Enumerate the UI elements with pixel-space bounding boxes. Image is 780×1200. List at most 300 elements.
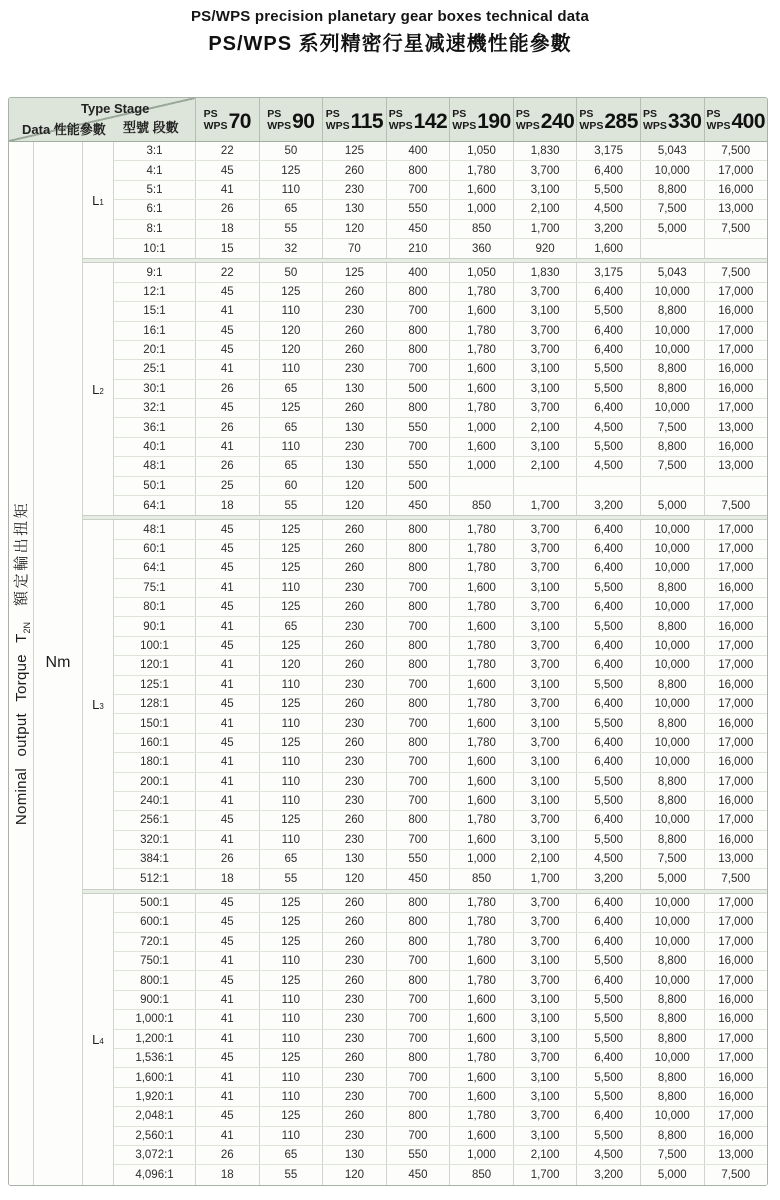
value-cell: 800 — [387, 161, 451, 179]
value-cell: 1,780 — [450, 559, 514, 577]
model-header-ps142 — [387, 98, 451, 141]
group-label-index: 3 — [99, 702, 104, 712]
value-cell: 18 — [196, 869, 260, 888]
value-cell: 45 — [196, 520, 260, 538]
value-cell: 4,500 — [577, 457, 641, 475]
value-cell: 700 — [387, 181, 451, 199]
ratio-cell: 1,000:1 — [114, 1010, 196, 1028]
value-cell: 6,400 — [577, 520, 641, 538]
model-family-ps: PS — [388, 107, 403, 120]
value-cell: 10,000 — [641, 598, 705, 616]
value-cell: 4,500 — [577, 200, 641, 218]
value-cell: 55 — [260, 496, 324, 515]
value-cell: 1,600 — [450, 380, 514, 398]
value-cell: 65 — [260, 380, 324, 398]
value-cell: 125 — [260, 894, 324, 912]
value-cell: 3,200 — [577, 220, 641, 238]
group-label-letter: L — [92, 1031, 100, 1047]
table-row — [114, 598, 767, 617]
model-size-label: 142 — [413, 110, 448, 133]
value-cell: 45 — [196, 913, 260, 931]
model-family-wps: WPS — [642, 119, 667, 132]
value-cell: 130 — [323, 457, 387, 475]
value-cell: 8,800 — [641, 181, 705, 199]
table-row — [114, 656, 767, 675]
value-cell: 7,500 — [641, 1146, 705, 1164]
value-cell: 130 — [323, 380, 387, 398]
value-cell: 125 — [260, 811, 324, 829]
model-header-ps400 — [705, 98, 768, 141]
ratio-cell: 20:1 — [114, 341, 196, 359]
value-cell: 45 — [196, 971, 260, 989]
ratio-cell: 160:1 — [114, 734, 196, 752]
value-cell: 700 — [387, 773, 451, 791]
value-cell: 800 — [387, 520, 451, 538]
table-row — [114, 894, 767, 913]
value-cell: 5,500 — [577, 952, 641, 970]
axis-label-subscript: 2N — [22, 622, 32, 634]
ratio-cell: 50:1 — [114, 477, 196, 495]
value-cell: 3,700 — [514, 913, 578, 931]
value-cell: 1,780 — [450, 913, 514, 931]
ratio-cell: 900:1 — [114, 991, 196, 1009]
value-cell: 7,500 — [721, 266, 751, 279]
page-title-en: PS/WPS precision planetary gear boxes technical data — [190, 8, 590, 25]
value-cell: 4,500 — [577, 418, 641, 436]
value-cell: 41 — [196, 1088, 260, 1106]
page-header — [0, 0, 780, 56]
ratio-cell: 1,920:1 — [114, 1088, 196, 1106]
value-cell: 700 — [387, 1010, 451, 1028]
value-cell: 260 — [323, 637, 387, 655]
model-size-label: 400 — [731, 110, 766, 133]
value-cell: 10,000 — [641, 283, 705, 301]
value-cell: 5,000 — [641, 1165, 705, 1184]
value-cell: 3,100 — [514, 831, 578, 849]
value-cell: 7,500 — [721, 222, 751, 235]
value-cell: 3,100 — [514, 380, 578, 398]
table-row — [114, 1107, 767, 1126]
value-cell: 6,400 — [577, 399, 641, 417]
value-cell: 45 — [196, 322, 260, 340]
value-cell: 260 — [323, 520, 387, 538]
value-cell: 3,100 — [514, 714, 578, 732]
value-cell: 1,780 — [450, 540, 514, 558]
value-cell: 45 — [196, 598, 260, 616]
value-cell: 7,500 — [721, 499, 751, 512]
model-family-label — [452, 109, 476, 132]
value-cell: 230 — [323, 753, 387, 771]
value-cell: 17,000 — [718, 285, 754, 298]
value-cell: 41 — [196, 753, 260, 771]
page-title-zh: PS/WPS 系列精密行星减速機性能參數 — [208, 33, 572, 55]
table-row — [114, 360, 767, 379]
table-row — [114, 1010, 767, 1029]
value-cell: 110 — [260, 1088, 324, 1106]
value-cell: 1,600 — [450, 952, 514, 970]
value-cell: 110 — [260, 1127, 324, 1145]
value-cell: 1,600 — [450, 181, 514, 199]
value-cell: 260 — [323, 734, 387, 752]
table-row — [114, 695, 767, 714]
model-family-wps: WPS — [706, 119, 731, 132]
ratio-cell: 9:1 — [114, 263, 196, 281]
value-cell: 50 — [260, 263, 324, 281]
ratio-cell: 75:1 — [114, 579, 196, 597]
value-cell: 5,500 — [577, 1010, 641, 1028]
value-cell: 230 — [323, 579, 387, 597]
value-cell: 45 — [196, 540, 260, 558]
value-cell: 450 — [387, 1165, 451, 1184]
value-cell: 1,050 — [450, 142, 514, 160]
value-cell: 17,000 — [718, 601, 754, 614]
value-cell: 65 — [260, 418, 324, 436]
value-cell — [705, 477, 768, 495]
model-family-wps: WPS — [515, 119, 540, 132]
table-row — [114, 1030, 767, 1049]
value-cell: 700 — [387, 952, 451, 970]
table-row — [114, 418, 767, 437]
value-cell: 700 — [387, 1088, 451, 1106]
value-cell: 110 — [260, 360, 324, 378]
left-axis-column — [9, 142, 34, 1185]
value-cell: 45 — [196, 933, 260, 951]
ratio-cell: 90:1 — [114, 617, 196, 635]
value-cell: 125 — [323, 142, 387, 160]
value-cell: 10,000 — [641, 161, 705, 179]
model-family-ps: PS — [452, 107, 467, 120]
value-cell: 6,400 — [577, 161, 641, 179]
value-cell: 230 — [323, 952, 387, 970]
value-cell: 7,500 — [721, 873, 751, 886]
value-cell: 400 — [387, 263, 451, 281]
ratio-group-l4 — [83, 894, 767, 1185]
value-cell: 125 — [260, 1107, 324, 1125]
ratio-cell: 240:1 — [114, 792, 196, 810]
value-cell: 41 — [196, 952, 260, 970]
model-header-cells — [196, 98, 767, 141]
ratio-cell: 320:1 — [114, 831, 196, 849]
value-cell: 17,000 — [718, 1052, 754, 1065]
value-cell: 260 — [323, 894, 387, 912]
value-cell: 1,600 — [450, 991, 514, 1009]
value-cell: 3,100 — [514, 792, 578, 810]
ratio-group-l2 — [83, 263, 767, 515]
value-cell: 5,500 — [577, 1127, 641, 1145]
value-cell: 120 — [260, 656, 324, 674]
value-cell: 110 — [260, 579, 324, 597]
value-cell: 10,000 — [641, 894, 705, 912]
value-cell: 120 — [323, 477, 387, 495]
value-cell: 41 — [196, 656, 260, 674]
value-cell: 26 — [196, 1146, 260, 1164]
value-cell: 3,100 — [514, 1030, 578, 1048]
value-cell: 230 — [323, 773, 387, 791]
value-cell: 3,200 — [577, 1165, 641, 1184]
value-cell: 400 — [387, 142, 451, 160]
value-cell: 800 — [387, 971, 451, 989]
value-cell: 260 — [323, 1107, 387, 1125]
value-cell: 17,000 — [718, 562, 754, 575]
value-cell: 260 — [323, 399, 387, 417]
gear-data-table — [8, 97, 768, 1186]
value-cell — [641, 477, 705, 495]
value-cell: 17,000 — [718, 344, 754, 357]
value-cell: 16,000 — [718, 382, 754, 395]
value-cell: 45 — [196, 1107, 260, 1125]
model-family-wps: WPS — [388, 119, 413, 132]
value-cell: 16,000 — [718, 717, 754, 730]
value-cell: 45 — [196, 734, 260, 752]
table-row — [114, 399, 767, 418]
ratio-cell: 48:1 — [114, 457, 196, 475]
value-cell: 260 — [323, 811, 387, 829]
group-rows-l2 — [114, 263, 767, 515]
value-cell: 1,780 — [450, 637, 514, 655]
value-cell: 5,500 — [577, 579, 641, 597]
ratio-cell: 120:1 — [114, 656, 196, 674]
value-cell: 125 — [260, 637, 324, 655]
group-label-l3 — [83, 520, 114, 888]
table-row — [114, 869, 767, 888]
value-cell: 550 — [387, 850, 451, 868]
value-cell: 1,780 — [450, 971, 514, 989]
table-row — [114, 1049, 767, 1068]
value-cell: 110 — [260, 952, 324, 970]
value-cell: 920 — [514, 239, 578, 258]
value-cell: 45 — [196, 341, 260, 359]
ratio-cell: 256:1 — [114, 811, 196, 829]
ratio-cell: 1,600:1 — [114, 1068, 196, 1086]
value-cell: 125 — [260, 734, 324, 752]
value-cell: 800 — [387, 695, 451, 713]
value-cell: 260 — [323, 283, 387, 301]
table-row — [114, 1146, 767, 1165]
value-cell: 4,500 — [577, 850, 641, 868]
ratio-cell: 720:1 — [114, 933, 196, 951]
value-cell: 55 — [260, 220, 324, 238]
value-cell: 41 — [196, 438, 260, 456]
value-cell: 1,780 — [450, 598, 514, 616]
ratio-cell: 200:1 — [114, 773, 196, 791]
ratio-cell: 800:1 — [114, 971, 196, 989]
ratio-cell: 125:1 — [114, 676, 196, 694]
value-cell: 8,800 — [641, 360, 705, 378]
value-cell: 7,500 — [641, 457, 705, 475]
value-cell: 5,000 — [641, 220, 705, 238]
value-cell: 230 — [323, 181, 387, 199]
value-cell: 16,000 — [718, 363, 754, 376]
group-label-l1 — [83, 142, 114, 258]
value-cell: 16,000 — [718, 1129, 754, 1142]
value-cell: 7,500 — [721, 1169, 751, 1181]
group-rows-l1 — [114, 142, 767, 258]
value-cell: 16,000 — [718, 1013, 754, 1026]
value-cell: 45 — [196, 894, 260, 912]
value-cell: 41 — [196, 676, 260, 694]
value-cell: 8,800 — [641, 438, 705, 456]
value-cell: 125 — [260, 161, 324, 179]
value-cell: 26 — [196, 200, 260, 218]
value-cell: 120 — [323, 220, 387, 238]
value-cell: 6,400 — [577, 695, 641, 713]
value-cell: 16,000 — [718, 441, 754, 454]
table-header-row — [9, 98, 767, 142]
value-cell: 3,700 — [514, 540, 578, 558]
value-cell: 7,500 — [721, 145, 751, 158]
value-cell: 17,000 — [718, 935, 754, 948]
table-row — [114, 283, 767, 302]
value-cell: 3,700 — [514, 1107, 578, 1125]
axis-label-zh: 額定輸出扭矩 — [13, 501, 30, 607]
value-cell: 260 — [323, 598, 387, 616]
value-cell: 22 — [196, 263, 260, 281]
value-cell: 8,800 — [641, 579, 705, 597]
group-label-letter: L — [92, 697, 100, 713]
value-cell: 1,780 — [450, 283, 514, 301]
value-cell: 3,100 — [514, 753, 578, 771]
value-cell: 130 — [323, 418, 387, 436]
value-cell: 230 — [323, 1088, 387, 1106]
table-row — [114, 792, 767, 811]
value-cell: 6,400 — [577, 913, 641, 931]
value-cell: 3,700 — [514, 656, 578, 674]
table-row — [114, 302, 767, 321]
value-cell: 1,600 — [450, 360, 514, 378]
value-cell: 850 — [450, 496, 514, 515]
value-cell: 130 — [323, 850, 387, 868]
value-cell: 16,000 — [718, 678, 754, 691]
value-cell: 550 — [387, 418, 451, 436]
value-cell: 230 — [323, 438, 387, 456]
value-cell: 10,000 — [641, 341, 705, 359]
value-cell: 125 — [260, 540, 324, 558]
table-row — [114, 263, 767, 282]
ratio-cell: 4,096:1 — [114, 1165, 196, 1184]
value-cell: 3,700 — [514, 637, 578, 655]
value-cell: 1,600 — [577, 239, 641, 258]
unit-cell — [34, 142, 83, 1185]
value-cell: 3,100 — [514, 438, 578, 456]
value-cell: 3,700 — [514, 695, 578, 713]
value-cell: 16,000 — [718, 1090, 754, 1103]
model-family-ps: PS — [267, 107, 282, 120]
ratio-cell: 5:1 — [114, 181, 196, 199]
value-cell: 230 — [323, 1030, 387, 1048]
value-cell: 3,100 — [514, 181, 578, 199]
ratio-cell: 8:1 — [114, 220, 196, 238]
value-cell: 2,100 — [514, 850, 578, 868]
value-cell: 17,000 — [718, 698, 754, 711]
value-cell: 210 — [387, 239, 451, 258]
value-cell: 230 — [323, 302, 387, 320]
table-row — [114, 200, 767, 219]
ratio-cell: 500:1 — [114, 894, 196, 912]
value-cell: 41 — [196, 617, 260, 635]
value-cell: 800 — [387, 1107, 451, 1125]
value-cell: 8,800 — [641, 773, 705, 791]
value-cell: 65 — [260, 617, 324, 635]
value-cell: 5,500 — [577, 792, 641, 810]
value-cell: 41 — [196, 991, 260, 1009]
ratio-cell: 16:1 — [114, 322, 196, 340]
value-cell: 800 — [387, 1049, 451, 1067]
ratio-group-l3 — [83, 520, 767, 888]
value-cell: 2,100 — [514, 200, 578, 218]
value-cell: 1,600 — [450, 579, 514, 597]
model-family-label — [579, 109, 603, 132]
value-cell: 3,700 — [514, 559, 578, 577]
value-cell: 110 — [260, 676, 324, 694]
rotated-axis-label — [10, 501, 32, 825]
value-cell: 700 — [387, 1068, 451, 1086]
value-cell: 260 — [323, 656, 387, 674]
model-header-ps70 — [196, 98, 260, 141]
value-cell: 230 — [323, 831, 387, 849]
value-cell: 45 — [196, 399, 260, 417]
table-row — [114, 1165, 767, 1184]
table-row — [114, 734, 767, 753]
value-cell: 3,175 — [577, 263, 641, 281]
value-cell: 360 — [450, 239, 514, 258]
model-family-ps: PS — [706, 107, 721, 120]
value-cell: 10,000 — [641, 1107, 705, 1125]
value-cell: 41 — [196, 360, 260, 378]
table-row — [114, 477, 767, 496]
value-cell: 5,500 — [577, 1030, 641, 1048]
value-cell: 700 — [387, 360, 451, 378]
value-cell: 230 — [323, 1068, 387, 1086]
value-cell: 1,600 — [450, 1068, 514, 1086]
group-label-l4 — [83, 894, 114, 1185]
table-row — [114, 991, 767, 1010]
value-cell: 13,000 — [718, 1149, 754, 1162]
value-cell: 6,400 — [577, 971, 641, 989]
ratio-cell: 1,536:1 — [114, 1049, 196, 1067]
value-cell: 110 — [260, 792, 324, 810]
table-row — [114, 181, 767, 200]
table-row — [114, 161, 767, 180]
table-row — [114, 773, 767, 792]
value-cell: 6,400 — [577, 933, 641, 951]
ratio-cell: 600:1 — [114, 913, 196, 931]
value-cell: 1,000 — [450, 200, 514, 218]
value-cell: 110 — [260, 991, 324, 1009]
value-cell: 70 — [323, 239, 387, 258]
value-cell: 110 — [260, 181, 324, 199]
table-row — [114, 239, 767, 258]
table-row — [114, 341, 767, 360]
type-stage-label-zh: 型號 段數 — [123, 120, 179, 135]
value-cell: 17,000 — [718, 736, 754, 749]
value-cell: 110 — [260, 1030, 324, 1048]
value-cell: 260 — [323, 540, 387, 558]
value-cell: 6,400 — [577, 1049, 641, 1067]
value-cell: 125 — [260, 695, 324, 713]
value-cell: 8,800 — [641, 1010, 705, 1028]
ratio-cell: 100:1 — [114, 637, 196, 655]
value-cell: 41 — [196, 181, 260, 199]
value-cell: 1,830 — [514, 142, 578, 160]
value-cell: 1,780 — [450, 1049, 514, 1067]
value-cell: 8,800 — [641, 676, 705, 694]
ratio-cell: 12:1 — [114, 283, 196, 301]
model-size-label: 285 — [604, 110, 638, 133]
value-cell: 1,780 — [450, 933, 514, 951]
value-cell: 125 — [260, 283, 324, 301]
value-cell: 10,000 — [641, 811, 705, 829]
table-row — [114, 676, 767, 695]
